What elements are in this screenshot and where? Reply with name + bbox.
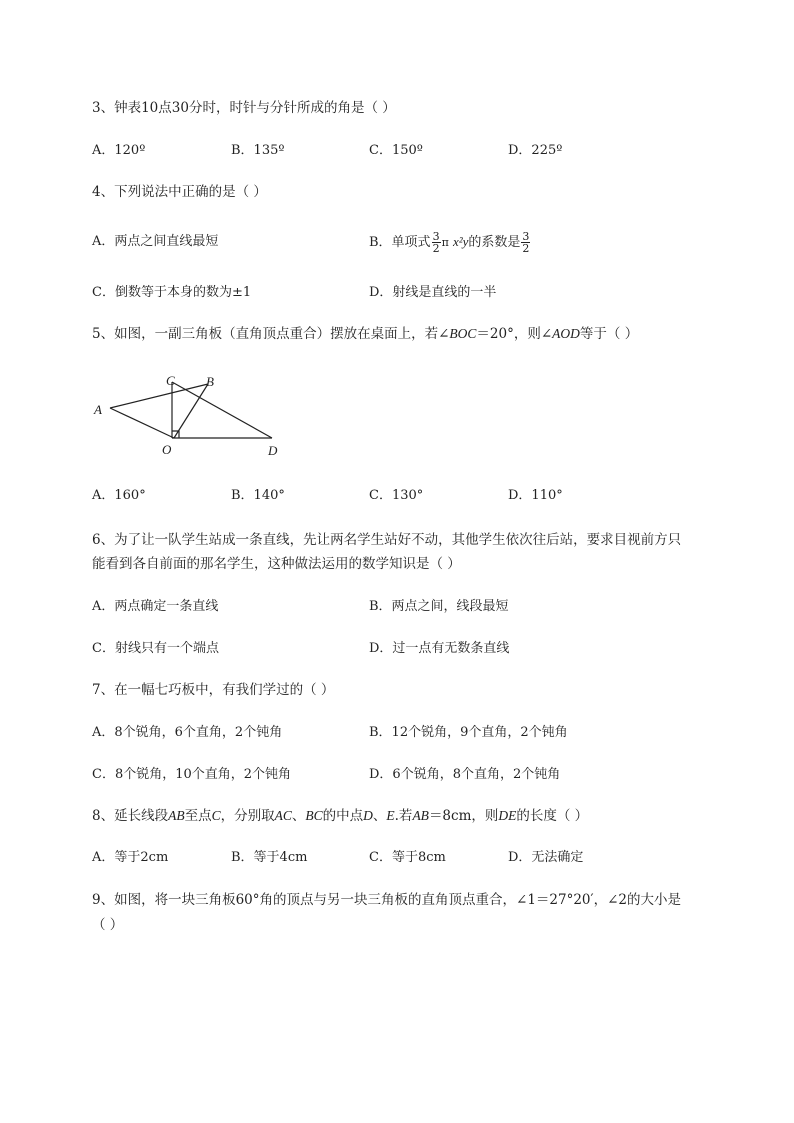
q4-option-b-prefix: B．单项式: [369, 235, 431, 250]
segment-cd: [172, 382, 272, 438]
q8-option-b: B．等于4cm: [231, 850, 308, 865]
q8-option-c: C．等于8cm: [369, 850, 446, 865]
q7-option-b: B．12个锐角，9个直角，2个钝角: [369, 725, 568, 740]
q8-text: 8、延长线段: [92, 808, 169, 824]
q5-text-pre: 5、如图，一副三角板（直角顶点重合）摆放在桌面上，若∠: [92, 326, 450, 342]
label-c: C: [166, 373, 175, 388]
q3-option-c: C．150º: [369, 143, 423, 158]
segment-ab: [110, 384, 208, 408]
fraction-denominator: 2: [522, 242, 530, 255]
q6-option-d: D．过一点有无数条直线: [369, 641, 510, 656]
triangle-figure: [90, 368, 290, 463]
q4-option-c: C．倒数等于本身的数为±1: [92, 285, 252, 300]
q5-option-c: C．130°: [369, 488, 424, 503]
q8-text: 的长度（ ）: [516, 808, 589, 824]
angle-aod: AOD: [552, 326, 580, 341]
question-8: [92, 806, 588, 826]
question-6-line-2: 能看到各自前面的那名学生，这种做法运用的数学知识是（ ）: [92, 556, 461, 572]
q4-option-a: A．两点之间直线最短: [92, 234, 219, 249]
fraction-numerator: 3: [522, 230, 530, 243]
q3-option-a: A．120º: [92, 143, 146, 158]
q8-text: ，分别取: [220, 808, 275, 824]
label-o: O: [162, 442, 172, 457]
monomial-variable: x²y: [452, 234, 469, 249]
q7-option-d: D．6个锐角，8个直角，2个钝角: [369, 767, 561, 782]
q5-option-d: D．110°: [508, 488, 563, 503]
q3-option-d: D．225º: [508, 143, 563, 158]
var-ab: AB: [412, 808, 429, 823]
fraction: [432, 231, 441, 254]
angle-boc: BOC: [449, 326, 477, 341]
label-a: A: [94, 402, 102, 417]
question-7: 7、在一幅七巧板中，有我们学过的（ ）: [92, 682, 335, 698]
question-3: 3、钟表10点30分时，时针与分针所成的角是（ ）: [92, 100, 396, 116]
label-b: B: [206, 374, 214, 389]
var-ab: AB: [168, 808, 185, 823]
segment-ao: [110, 408, 174, 438]
q4-option-b-mid: 的系数是: [468, 235, 521, 250]
fraction-numerator: 3: [432, 230, 440, 243]
fraction-denominator: 2: [432, 242, 440, 255]
q6-option-a: A．两点确定一条直线: [92, 599, 219, 614]
q4-option-d: D．射线是直线的一半: [369, 285, 497, 300]
q7-option-c: C．8个锐角，10个直角，2个钝角: [92, 767, 292, 782]
var-d: D: [363, 808, 373, 823]
question-5: [92, 324, 638, 344]
q8-text: .若: [394, 808, 413, 824]
q6-option-c: C．射线只有一个端点: [92, 641, 219, 656]
var-ac: AC: [274, 808, 292, 823]
question-4: 4、下列说法中正确的是（ ）: [92, 184, 267, 200]
q8-text: 的中点: [322, 808, 364, 824]
q8-text: ＝8cm，则: [428, 808, 499, 824]
q5-option-a: A．160°: [92, 488, 146, 503]
q8-option-a: A．等于2cm: [92, 850, 169, 865]
q6-option-b: B．两点之间，线段最短: [369, 599, 509, 614]
var-e: E: [386, 808, 395, 823]
pi-symbol: π: [441, 236, 449, 249]
var-c: C: [211, 808, 221, 823]
q5-text-post: 等于（ ）: [579, 326, 639, 342]
q4-option-b: [369, 228, 531, 257]
q8-text: 至点: [184, 808, 212, 824]
q5-text-mid: ＝20°，则∠: [476, 326, 553, 342]
question-9-line-2: （ ）: [92, 917, 124, 933]
var-de: DE: [498, 808, 517, 823]
question-9-line-1: 9、如图，将一块三角板60°角的顶点与另一块三角板的直角顶点重合，∠1＝27°20′，∠2的大小是: [92, 892, 681, 908]
q5-option-b: B．140°: [231, 488, 285, 503]
var-bc: BC: [305, 808, 323, 823]
label-d: D: [268, 443, 278, 458]
q8-text: 、: [372, 808, 387, 824]
q3-option-b: B．135º: [231, 143, 285, 158]
q8-option-d: D．无法确定: [508, 850, 584, 865]
question-6-line-1: 6、为了让一队学生站成一条直线，先让两名学生站好不动，其他学生依次往后站，要求目视前方只: [92, 532, 682, 548]
fraction: [521, 231, 530, 254]
q7-option-a: A．8个锐角，6个直角，2个钝角: [92, 725, 283, 740]
q8-text: 、: [291, 808, 306, 824]
